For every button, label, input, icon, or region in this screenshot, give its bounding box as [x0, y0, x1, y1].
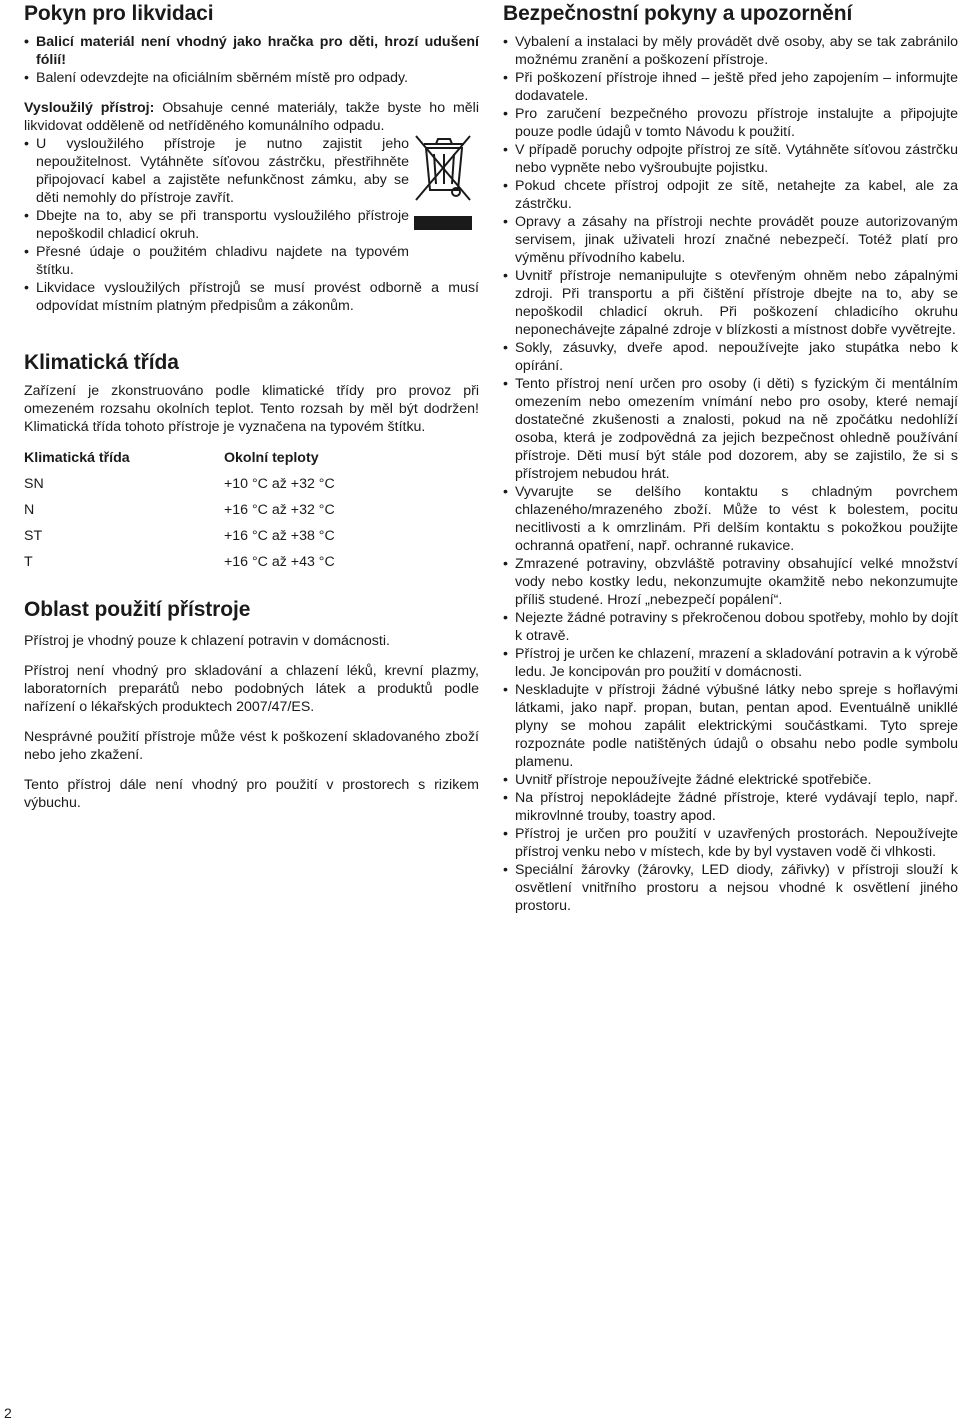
safety-title: Bezpečnostní pokyny a upozornění: [503, 2, 853, 25]
list-item: • Přesné údaje o použitém chladivu najdete na typovém štítku.: [24, 243, 409, 279]
old-appliance-list: [24, 135, 409, 279]
climate-table: [24, 450, 335, 580]
list-item: • Neskladujte v přístroji žádné výbušné látky nebo spreje s hořlavými látkami, jako např. propan, butan, pentan apod. Eventuálně unikllé plyny se mohou zapálit elektrickými součástkami. Tyto spreje rozpoznáte podle natištěných údajů o obsahu nebo podle symbolu plamenu.: [503, 681, 958, 771]
list-item: • Opravy a zásahy na přístroji nechte provádět pouze autorizovaným servisem, jinak uživateli hrozí značné nebezpečí. Totéž platí pro výměnu přívodního kabelu.: [503, 213, 958, 267]
page-number: 2: [4, 1405, 12, 1421]
table-header: Klimatická třída: [24, 450, 130, 466]
list-item: • Vybalení a instalaci by měly provádět dvě osoby, aby se tak zabránilo možnému zranění a poškození přístroje.: [503, 33, 958, 69]
list-item: • Dbejte na to, aby se při transportu vysloužilého přístroje nepoškodil chladicí okruh.: [24, 207, 409, 243]
list-item: • Při poškození přístroje ihned – ještě před jeho zapojením – informujte dodavatele.: [503, 69, 958, 105]
old-appliance-paragraph: [24, 99, 479, 135]
old-appliance-list-cont: [24, 279, 479, 315]
packaging-list: [24, 33, 479, 87]
climate-title: Klimatická třída: [24, 351, 179, 374]
list-item: • Sokly, zásuvky, dveře apod. nepoužívejte jako stupátka nebo k opírání.: [503, 339, 958, 375]
usage-paragraph: Přístroj není vhodný pro skladování a chlazení léků, krevní plazmy, laboratorních preparátů nebo podobných látek a produktů podle nařízení o lékařských produktech 2007/47/ES.: [24, 663, 479, 715]
list-item: • Zmrazené potraviny, obzvláště potraviny obsahující velké množství vody nebo kostky ledu, nekonzumujte okamžitě nebo nekonzumujte příliš studené. Hrozí „nebezpečí popálení“.: [503, 555, 958, 609]
old-appliance-label: Vysloužilý přístroj:: [24, 100, 155, 116]
list-item: • Balicí materiál není vhodný jako hračka pro děti, hrozí udušení fólií!: [24, 33, 479, 69]
table-cell: T: [24, 554, 33, 570]
table-cell: +16 °C až +38 °C: [224, 528, 335, 544]
climate-paragraph: Zařízení je zkonstruováno podle klimatické třídy pro provoz při omezeném rozsahu okolních teplot. Tento rozsah by měl být dodržen! Klimatická třída tohoto přístroje je vyznačena na typovém štítku.: [24, 383, 479, 435]
left-column: [24, 0, 479, 812]
list-item: • U vysloužilého přístroje je nutno zajistit jeho nepoužitelnost. Vytáhněte síťovou zástrčku, přestřihněte připojovací kabel a zajistěte nefunkčnost zámku, aby se děti nemohly do přístroje zavřít.: [24, 135, 409, 207]
usage-paragraph: Přístroj je vhodný pouze k chlazení potravin v domácnosti.: [24, 633, 390, 649]
safety-list: [503, 33, 958, 915]
list-item: • Uvnitř přístroje nemanipulujte s otevřeným ohněm nebo zápalnými zdroji. Při transportu a při čištění přístroje dbejte na to, aby se nepoškodil chladicí okruh. Při poškození chladicího okruhu neponechávejte zápalné zdroje v blízkosti a místnost dobře vyvětrejte.: [503, 267, 958, 339]
list-item: • Tento přístroj není určen pro osoby (i děti) s fyzickým či mentálním omezením nebo omezením vnímání nebo pro osoby, které nemají dostatečné zkušenosti a znalosti, pokud na ně zpočátku nedohlíží osoba, která je zodpovědná za jejich bezpečnost ohledně používání přístroje. Děti musí být stále pod dozorem, aby se zajistilo, že si s přístrojem nebudou hrát.: [503, 375, 958, 483]
list-item: • Pro zaručení bezpečného provozu přístroje instalujte a připojujte pouze podle údajů v tomto Návodu k použití.: [503, 105, 958, 141]
crossed-out-wheelie-bin-icon: [412, 130, 474, 232]
usage-paragraph: Nesprávné použití přístroje může vést k poškození skladovaného zboží nebo jeho zkažení.: [24, 729, 479, 763]
table-row: [24, 476, 335, 502]
old-appliance-text: Obsahuje cenné materiály, takže byste ho měli likvidovat odděleně od netříděného komunálního odpadu.: [24, 100, 479, 134]
usage-paragraph: Tento přístroj dále není vhodný pro použití v prostorech s rizikem výbuchu.: [24, 777, 479, 811]
list-item: • Na přístroj nepokládejte žádné přístroje, které vydávají teplo, např. mikrovlnné trouby, toastry apod.: [503, 789, 958, 825]
table-row: [24, 554, 335, 580]
table-cell: +16 °C až +32 °C: [224, 502, 335, 518]
list-item: • Nejezte žádné potraviny s překročenou dobou spotřeby, mohlo by dojít k otravě.: [503, 609, 958, 645]
disposal-title: Pokyn pro likvidaci: [24, 2, 214, 25]
table-header: Okolní teploty: [224, 450, 319, 466]
list-item: • Přístroj je určen ke chlazení, mrazení a skladování potravin a k výrobě ledu. Je koncipován pro použití v domácnosti.: [503, 645, 958, 681]
right-column: [503, 0, 958, 915]
table-row: [24, 502, 335, 528]
list-item: • V případě poruchy odpojte přístroj ze sítě. Vytáhněte síťovou zástrčku nebo vypněte nebo vyšroubujte pojistku.: [503, 141, 958, 177]
usage-title: Oblast použití přístroje: [24, 598, 251, 621]
list-item: • Speciální žárovky (žárovky, LED diody, zářivky) v přístroji slouží k osvětlení vnitřního prostoru a nejsou vhodné k osvětlení jiného prostoru.: [503, 861, 958, 915]
table-cell: N: [24, 502, 35, 518]
list-item: • Likvidace vysloužilých přístrojů se musí provést odborně a musí odpovídat místním platným předpisům a zákonům.: [24, 279, 479, 315]
list-item: • Pokud chcete přístroj odpojit ze sítě, netahejte za kabel, ale za zástrčku.: [503, 177, 958, 213]
table-cell: SN: [24, 476, 44, 492]
list-item: • Uvnitř přístroje nepoužívejte žádné elektrické spotřebiče.: [503, 771, 958, 789]
table-row: [24, 528, 335, 554]
list-item: • Přístroj je určen pro použití v uzavřených prostorách. Nepoužívejte přístroj venku nebo v místech, kde by byl vystaven vodě či vlhkosti.: [503, 825, 958, 861]
table-cell: +16 °C až +43 °C: [224, 554, 335, 570]
list-item: • Vyvarujte se delšího kontaktu s chladným povrchem chlazeného/mrazeného zboží. Může to vést k bolestem, pocitu necitlivosti a k omrzlinám. Při delším kontaktu s pokožkou použijte ochranná opatření, např. ochranné rukavice.: [503, 483, 958, 555]
list-item: • Balení odevzdejte na oficiálním sběrném místě pro odpady.: [24, 69, 479, 87]
table-header-row: [24, 450, 335, 476]
table-cell: ST: [24, 528, 43, 544]
table-cell: +10 °C až +32 °C: [224, 476, 335, 492]
